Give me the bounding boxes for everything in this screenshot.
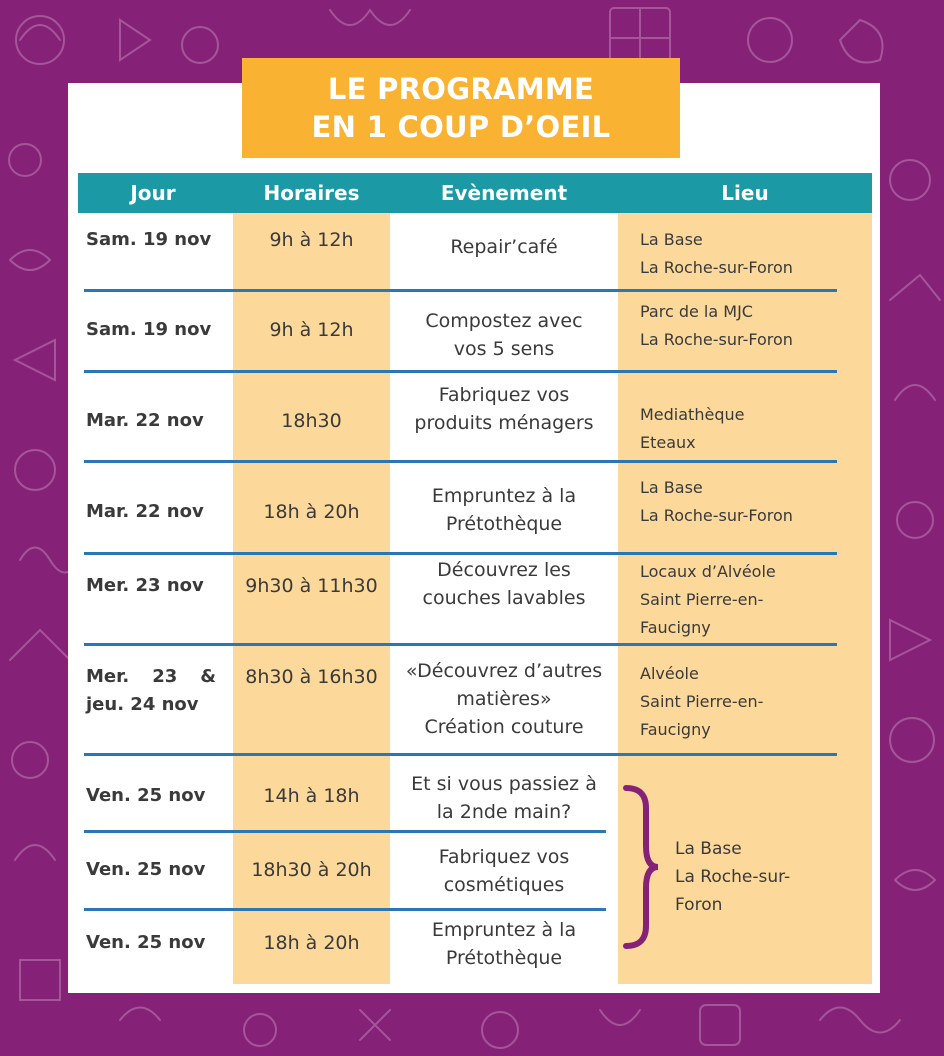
row-1-place-line: La Base	[640, 230, 703, 249]
row-4-time: 18h à 20h	[263, 501, 360, 523]
row-2-event	[393, 307, 615, 363]
row-2-place-line: Parc de la MJC	[640, 302, 753, 321]
banner-title-line-2: EN 1 COUP D’OEIL	[311, 110, 611, 144]
row-8-event-line: Fabriquez vos	[438, 846, 570, 868]
banner-title-line-1: LE PROGRAMME	[327, 72, 595, 106]
row-7-time: 14h à 18h	[263, 785, 360, 807]
row-6-event-line: «Découvrez d’autres	[405, 660, 603, 682]
row-3-place	[640, 401, 840, 457]
curly-brace-icon	[620, 784, 662, 950]
header-horaires: Horaires	[263, 181, 360, 205]
row-8-time: 18h30 à 20h	[251, 859, 372, 881]
row-6-event-line: Création couture	[424, 716, 584, 738]
row-9-time: 18h à 20h	[263, 932, 360, 954]
row-divider	[84, 370, 837, 373]
row-divider	[84, 289, 837, 292]
row-divider	[84, 908, 606, 911]
row-divider	[84, 753, 837, 756]
row-divider	[84, 460, 837, 463]
row-2-place	[640, 298, 840, 354]
row-3-event-line: produits ménagers	[414, 412, 594, 434]
row-6-event	[393, 657, 615, 741]
row-6-day	[86, 663, 216, 719]
row-4-event	[393, 482, 615, 538]
row-6-event-line: matières»	[456, 688, 552, 710]
row-6-day-line: Mer. 23 &	[86, 666, 216, 687]
row-9-event-line: Prétothèque	[445, 947, 563, 969]
row-1-event	[393, 233, 615, 261]
row-3-event	[393, 381, 615, 437]
row-5-place-line: Locaux d’Alvéole	[640, 562, 776, 581]
row-1-place	[640, 226, 840, 282]
row-6-day-line: jeu. 24 nov	[86, 694, 199, 715]
row-7-event-line: la 2nde main?	[436, 801, 572, 823]
row-5-event	[393, 556, 615, 612]
row-4-event-line: Empruntez à la	[431, 485, 577, 507]
row-8-day: Ven. 25 nov	[86, 859, 206, 880]
row-1-place-line: La Roche-sur-Foron	[640, 258, 793, 277]
row-5-event-line: couches lavables	[422, 587, 586, 609]
row-2-event-line: Compostez avec	[425, 310, 583, 332]
grouped-place	[675, 835, 855, 919]
row-2-day: Sam. 19 nov	[86, 319, 212, 340]
row-1-day: Sam. 19 nov	[86, 229, 212, 250]
header-jour: Jour	[130, 181, 176, 205]
row-2-place-line: La Roche-sur-Foron	[640, 330, 793, 349]
row-5-place-line: Saint Pierre-en-	[640, 590, 764, 609]
row-7-day: Ven. 25 nov	[86, 785, 206, 806]
program-title-banner	[242, 58, 680, 158]
row-6-place-line: Saint Pierre-en-	[640, 692, 764, 711]
row-9-day: Ven. 25 nov	[86, 932, 206, 953]
row-1-event-line: Repair’café	[450, 236, 558, 258]
row-4-event-line: Prétothèque	[445, 513, 563, 535]
row-3-place-line: Mediathèque	[640, 405, 745, 424]
row-divider	[84, 830, 606, 833]
grouped-place-line: La Base	[675, 839, 742, 859]
row-6-place-line: Faucigny	[640, 720, 711, 739]
row-6-place-line: Alvéole	[640, 664, 699, 683]
row-3-place-line: Eteaux	[640, 433, 696, 452]
row-3-event-line: Fabriquez vos	[438, 384, 570, 406]
row-1-time: 9h à 12h	[269, 229, 354, 251]
row-divider	[84, 643, 837, 646]
row-9-event-line: Empruntez à la	[431, 919, 577, 941]
row-5-place	[640, 558, 840, 642]
row-3-day: Mar. 22 nov	[86, 410, 204, 431]
grouped-place-line: La Roche-sur-	[675, 867, 791, 887]
row-3-time: 18h30	[281, 410, 342, 432]
row-5-event-line: Découvrez les	[437, 559, 571, 581]
header-evenement: Evènement	[440, 181, 568, 205]
row-4-place-line: La Roche-sur-Foron	[640, 506, 793, 525]
row-7-event-line: Et si vous passiez à	[411, 773, 597, 795]
row-2-event-line: vos 5 sens	[453, 338, 555, 360]
row-2-time: 9h à 12h	[269, 319, 354, 341]
header-lieu: Lieu	[721, 181, 769, 205]
row-8-event	[393, 843, 615, 899]
grouped-place-line: Foron	[675, 895, 723, 915]
row-5-place-line: Faucigny	[640, 618, 711, 637]
row-8-event-line: cosmétiques	[443, 874, 565, 896]
row-divider	[84, 552, 837, 555]
row-6-place	[640, 660, 840, 744]
row-6-time: 8h30 à 16h30	[245, 666, 378, 688]
row-4-place-line: La Base	[640, 478, 703, 497]
row-9-event	[393, 916, 615, 972]
table-header	[78, 173, 872, 213]
row-5-time: 9h30 à 11h30	[245, 575, 378, 597]
row-5-day: Mer. 23 nov	[86, 575, 204, 596]
row-4-place	[640, 474, 840, 530]
row-4-day: Mar. 22 nov	[86, 501, 204, 522]
row-7-event	[393, 770, 615, 826]
